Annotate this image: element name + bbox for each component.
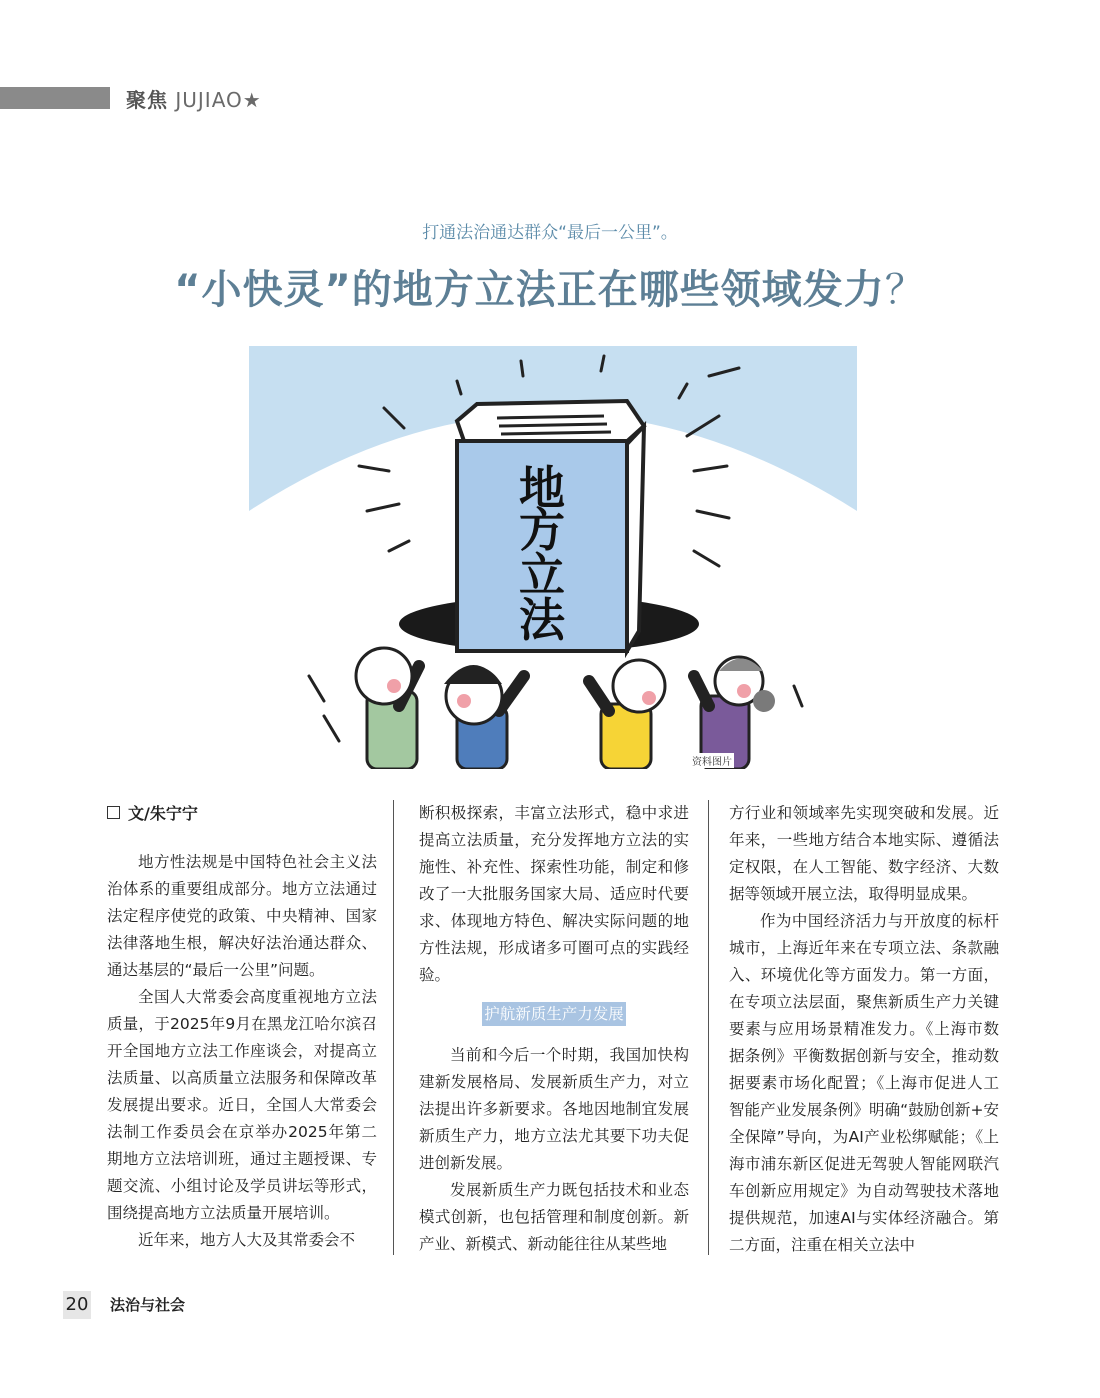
section-label bbox=[126, 84, 262, 113]
section-subheading: 护航新质生产力发展 bbox=[482, 1002, 626, 1026]
square-bullet-icon bbox=[107, 806, 120, 819]
column-3 bbox=[729, 800, 999, 1259]
section-label-cn: 聚焦 bbox=[126, 88, 168, 112]
paragraph: 发展新质生产力既包括技术和业态模式创新，也包括管理和制度创新。新产业、新模式、新动能往往从某些地 bbox=[419, 1181, 689, 1253]
law-book-icon bbox=[457, 401, 644, 651]
byline-text: 文/朱宁宁 bbox=[128, 804, 198, 823]
image-credit: 资料图片 bbox=[690, 753, 734, 768]
column-divider bbox=[708, 800, 709, 1255]
magazine-name: 法治与社会 bbox=[110, 1296, 186, 1314]
article-title-question-mark: ？ bbox=[884, 267, 926, 313]
paragraph: 近年来，地方人大及其常委会不 bbox=[138, 1231, 356, 1249]
book-cover-char: 立 bbox=[519, 548, 565, 602]
book-cover-char: 地 bbox=[519, 461, 565, 515]
paragraph: 作为中国经济活力与开放度的标杆城市，上海近年来在专项立法、条款融入、环境优化等方面发力。第一方面，在专项立法层面，聚焦新质生产力关键要素与应用场景精准发力。《上海市数据条例》平衡数据创新与安全，推动数据要素市场化配置；《上海市促进人工智能产业发展条例》明确“鼓励创新+安全保障”导向，为AI产业松绑赋能；《上海市浦东新区促进无驾驶人智能网联汽车创新应用规定》为自动驾驶技术落地提供规范，加速AI与实体经济融合。第二方面，注重在相关立法中 bbox=[729, 912, 999, 1254]
book-cover-char: 方 bbox=[519, 503, 565, 557]
paragraph: 地方性法规是中国特色社会主义法治体系的重要组成部分。地方立法通过法定程序使党的政策、中央精神、国家法律落地生根，解决好法治通达群众、通达基层的“最后一公里”问题。 bbox=[107, 853, 377, 979]
paragraph: 断积极探索，丰富立法形式，稳中求进提高立法质量，充分发挥地方立法的实施性、补充性、探索性功能，制定和修改了一大批服务国家大局、适应时代要求、体现地方特色、解决实际问题的地方性法规，形成诸多可圈可点的实践经验。 bbox=[419, 804, 689, 984]
article-subtitle: 打通法治通达群众“最后一公里”。 bbox=[422, 223, 678, 243]
column-divider bbox=[393, 800, 394, 1255]
column-1 bbox=[107, 800, 377, 1254]
column-2 bbox=[419, 800, 689, 1258]
book-cover-char: 法 bbox=[519, 593, 565, 647]
section-bar bbox=[0, 87, 110, 109]
star-icon: ★ bbox=[242, 88, 262, 112]
byline bbox=[107, 800, 377, 827]
article-title bbox=[0, 258, 1100, 315]
paragraph: 方行业和领域率先实现突破和发展。近年来，一些地方结合本地实际、遵循法定权限，在人工智能、数字经济、大数据等领域开展立法，取得明显成果。 bbox=[729, 804, 999, 903]
page-number: 20 bbox=[63, 1291, 91, 1319]
cartoon-illustration bbox=[249, 346, 857, 769]
article-title-text: “小快灵”的地方立法正在哪些领域发力 bbox=[174, 267, 885, 313]
section-label-en: JUJIAO bbox=[175, 88, 243, 112]
paragraph: 当前和今后一个时期，我国加快构建新发展格局、发展新质生产力，对立法提出许多新要求。各地因地制宜发展新质生产力，地方立法尤其要下功夫促进创新发展。 bbox=[419, 1046, 689, 1172]
paragraph: 全国人大常委会高度重视地方立法质量，于2025年9月在黑龙江哈尔滨召开全国地方立法工作座谈会，对提高立法质量、以高质量立法服务和保障改革发展提出要求。近日，全国人大常委会法制工作委员会在京举办2025年第二期地方立法培训班，通过主题授课、专题交流、小组讨论及学员讲坛等形式，围绕提高地方立法质量开展培训。 bbox=[107, 988, 377, 1222]
